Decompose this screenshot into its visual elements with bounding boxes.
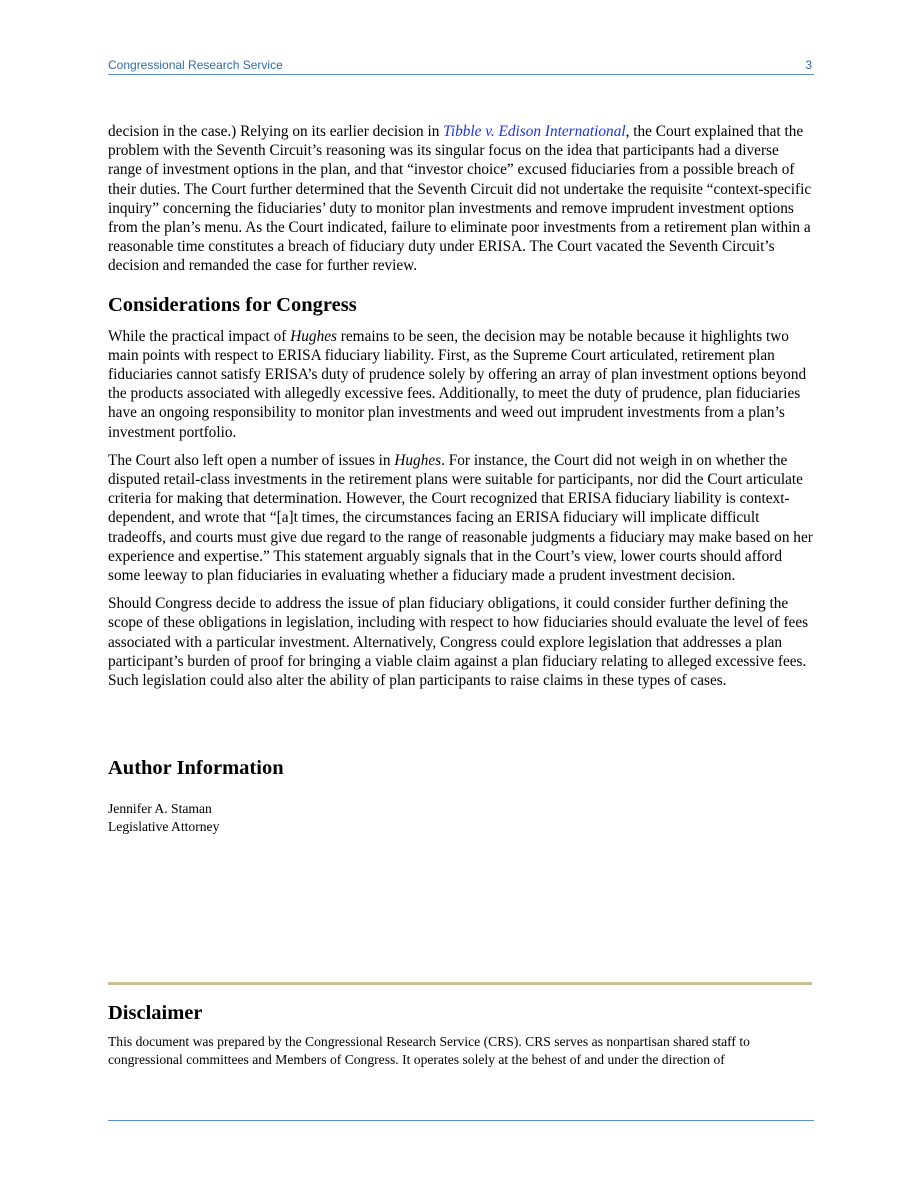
- page-header: [108, 58, 814, 74]
- case-name-italic: Hughes: [290, 327, 337, 345]
- footer-divider: [108, 1120, 814, 1121]
- main-content: [108, 122, 813, 835]
- author-heading: Author Information: [108, 757, 284, 780]
- disclaimer-divider: [108, 982, 812, 985]
- page-number: 3: [805, 58, 812, 72]
- author-block: [108, 800, 813, 835]
- considerations-paragraph-3: Should Congress decide to address the issue of plan fiduciary obligations, it could consider further defining the scope of these obligations in legislation, including with respect to how fiduciaries should evaluate the level of fees associated with a particular investment. Alternatively, Congress could explore legislation that addresses a plan participant’s burden of proof for bringing a viable claim against a plan fiduciary relating to alleged excessive fees. Such legislation could also alter the ability of plan participants to raise claims in these types of cases.: [108, 595, 809, 690]
- disclaimer-heading: Disclaimer: [108, 1002, 203, 1024]
- header-divider: [108, 74, 814, 75]
- disclaimer-section: [108, 1000, 813, 1069]
- intro-paragraph: decision in the case.) Relying on its earlier decision in Tibble v. Edison International, the Court explained that the problem with the Seventh Circuit’s reasoning was its singular focus on the idea that participants had a diverse range of investment options in the plan, and that “investor choice” excused fiduciaries from a possible breach of their duties. The Court further determined that the Seventh Circuit did not undertake the requisite “context-specific inquiry” concerning the fiduciaries’ duty to monitor plan investments and remove imprudent investment options from the plan’s menu. As the Court indicated, failure to eliminate poor investments from a retirement plan within a reasonable time constitutes a breach of fiduciary duty under ERISA. The Court vacated the Seventh Circuit’s decision and remanded the case for further review.: [108, 123, 812, 275]
- author-title: Legislative Attorney: [108, 818, 220, 834]
- tibble-case-link[interactable]: Tibble v. Edison International: [443, 123, 626, 140]
- author-name: Jennifer A. Staman: [108, 801, 212, 817]
- considerations-paragraph-1: While the practical impact of Hughes remains to be seen, the decision may be notable because it highlights two main points with respect to ERISA fiduciary liability. First, as the Supreme Court articulated, retirement plan fiduciaries cannot satisfy ERISA’s duty of prudence solely by offering an array of plan investment options beyond the products associated with allegedly excessive fees. Additionally, to meet the duty of prudence, plan fiduciaries have an ongoing responsibility to monitor plan investments and weed out imprudent investments from a plan’s investment portfolio.: [108, 327, 807, 441]
- header-organization: Congressional Research Service: [108, 58, 283, 72]
- case-name-italic: Hughes: [394, 451, 442, 469]
- considerations-heading: Considerations for Congress: [108, 293, 357, 316]
- considerations-paragraph-2: The Court also left open a number of issues in Hughes. For instance, the Court did not weigh in on whether the disputed retail-class investments in the retirement plans were suitable for participants, nor did the Court articulate criteria for making that determination. However, the Court recognized that ERISA fiduciary liability is context-dependent, and wrote that “[a]t times, the circumstances facing an ERISA fiduciary will implicate difficult tradeoffs, and courts must give due regard to the range of reasonable judgments a fiduciary may make based on her experience and expertise.” This statement arguably signals that in the Court’s view, lower courts should afford some leeway to plan fiduciaries in evaluating whether a fiduciary made a prudent investment decision.: [108, 451, 813, 585]
- disclaimer-text: This document was prepared by the Congressional Research Service (CRS). CRS serves as nonpartisan shared staff to congressional committees and Members of Congress. It operates solely at the behest of and under the direction of: [108, 1034, 750, 1067]
